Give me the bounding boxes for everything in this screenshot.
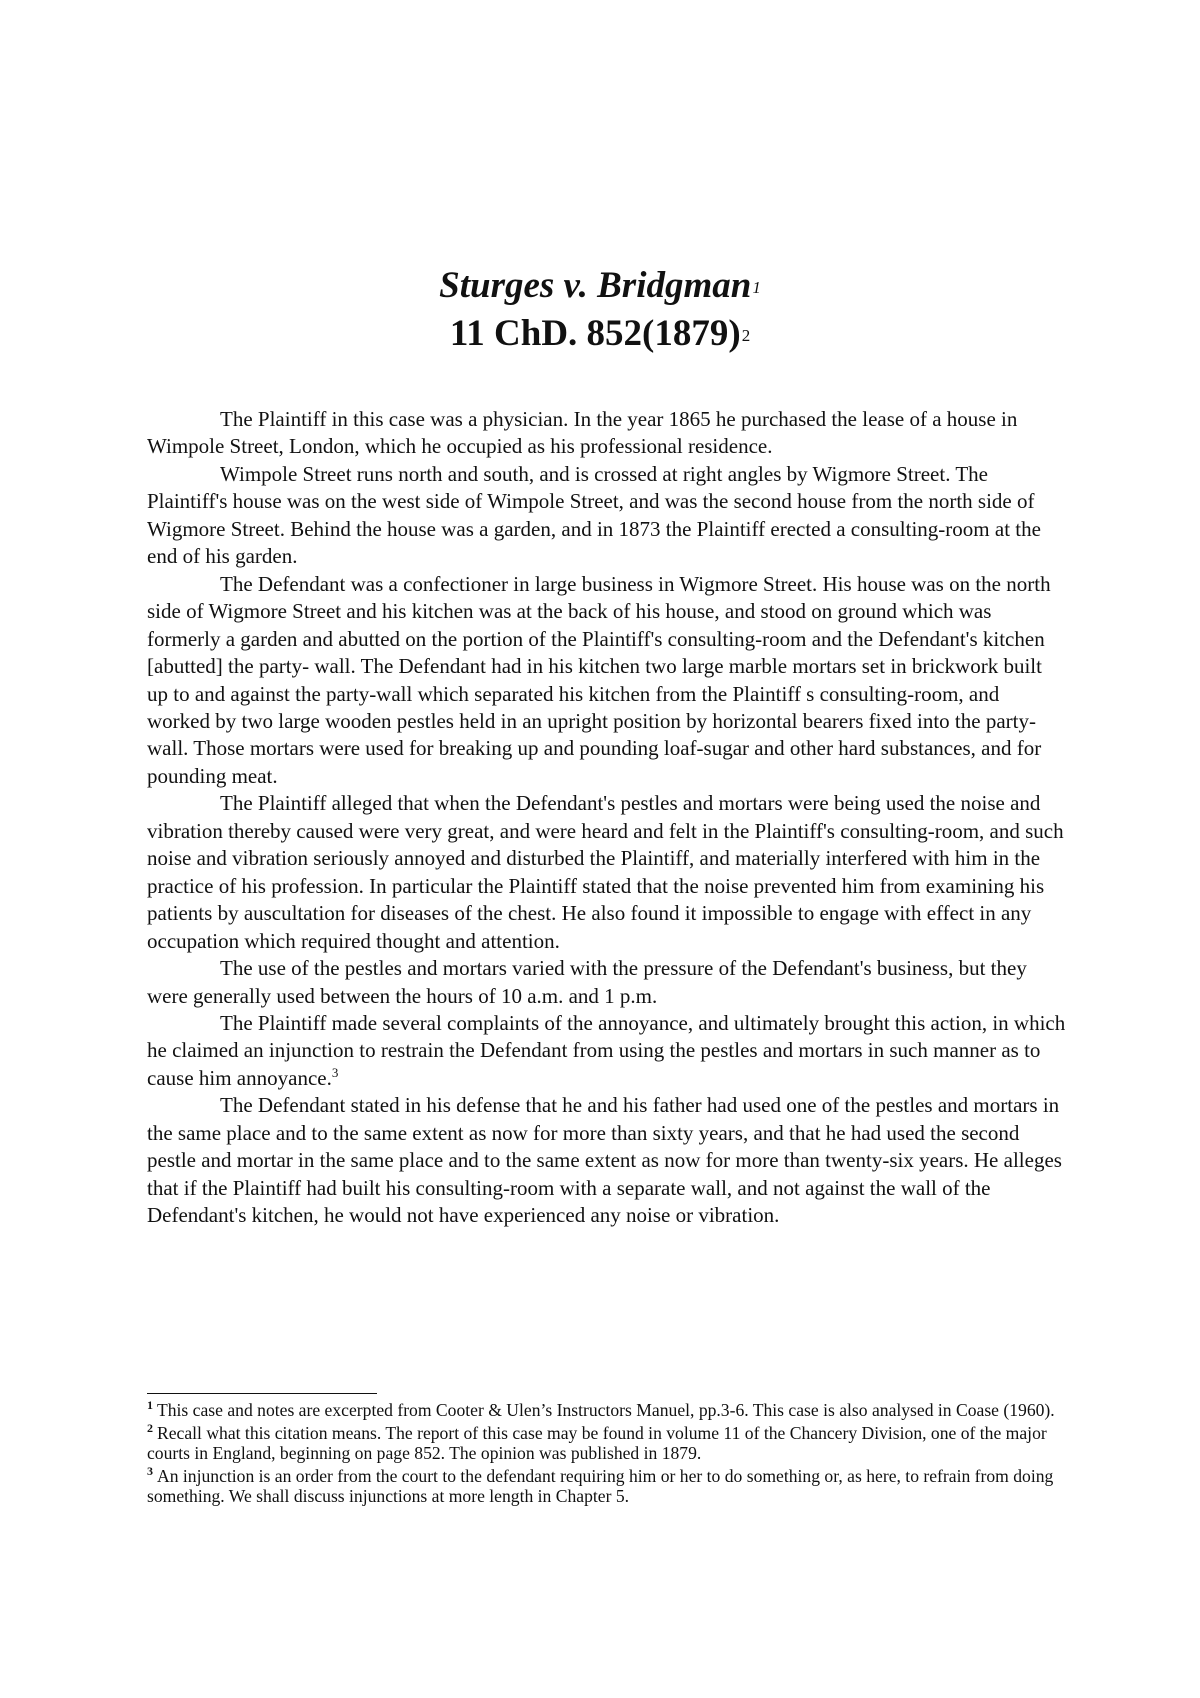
footnote-1 [147,1400,1067,1421]
paragraph [147,406,1067,461]
footnote-text: Recall what this citation means. The report of this case may be found in volume 11 of the Chancery Division, one of the major courts in England, beginning on page 852. The opinion was published in 1879. [147,1422,1047,1463]
paragraph [147,571,1067,791]
footnote-ref-2[interactable]: 2 [741,326,751,345]
title-block [0,262,1200,358]
body-text [147,406,1067,1230]
footnote-text: This case and notes are excerpted from Cooter & Ulen’s Instructors Manuel, pp.3-6. This case is also analysed in Coase (1960). [157,1400,1055,1420]
footnote-3 [147,1463,1067,1507]
footnote-text: An injunction is an order from the court to the defendant requiring him or her to do something or, as here, to refrain from doing something. We shall discuss injunctions at more length in Chapter 5. [147,1465,1054,1506]
footnote-mark: 3 [147,1463,153,1478]
footnote-ref-3[interactable]: 3 [331,1064,339,1080]
footnote-ref-1[interactable]: 1 [752,278,761,297]
paragraph-text: The Defendant was a confectioner in large business in Wigmore Street. His house was on the north side of Wigmore Street and his kitchen was at the back of his house, and stood on ground which was formerly a garden and abutted on the portion of the Plaintiff's consulting-room and the Defendant's kitchen [abutted] the party- wall. The Defendant had in his kitchen two large marble mortars set in brickwork built up to and against the party-wall which separated his kitchen from the Plaintiff s consulting-room, and worked by two large wooden pestles held in an upright position by horizontal bearers fixed into the party-wall. Those mortars were used for breaking up and pounding loaf-sugar and other hard substances, and for pounding meat. [147,571,1051,788]
paragraph [147,461,1067,571]
paragraph [147,1092,1067,1229]
citation: 11 ChD. 852(1879) [449,313,741,354]
paragraph-text: Wimpole Street runs north and south, and is crossed at right angles by Wigmore Street. The Plaintiff's house was on the west side of Wimpole Street, and was the second house from the north side of Wigmore Street. Behind the house was a garden, and in 1873 the Plaintiff erected a consulting-room at the end of his garden. [147,461,1041,569]
paragraph-text: The use of the pestles and mortars varied with the pressure of the Defendant's business, but they were generally used between the hours of 10 a.m. and 1 p.m. [147,956,1027,1008]
footnote-mark: 2 [147,1420,153,1435]
paragraph [147,1010,1067,1092]
paragraph-text: The Plaintiff alleged that when the Defendant's pestles and mortars were being used the noise and vibration thereby caused were very great, and were heard and felt in the Plaintiff's consulting-room, and such noise and vibration seriously annoyed and disturbed the Plaintiff, and materially interfered with him in the practice of his profession. In particular the Plaintiff stated that the noise prevented him from examining his patients by auscultation for diseases of the chest. He also found it impossible to engage with effect in any occupation which required thought and attention. [147,791,1064,953]
case-name-heading [0,262,1200,310]
footnote-separator [147,1393,377,1394]
paragraph [147,790,1067,955]
case-name: Sturges v. Bridgman [439,265,752,306]
paragraph-text: The Plaintiff made several complaints of the annoyance, and ultimately brought this action, in which he claimed an injunction to restrain the Defendant from using the pestles and mortars in such manner as to cause him annoyance. [147,1010,1066,1090]
footnotes [147,1400,1067,1509]
citation-heading [0,310,1200,358]
paragraph-text: The Plaintiff in this case was a physician. In the year 1865 he purchased the lease of a house in Wimpole Street, London, which he occupied as his professional residence. [147,407,1018,459]
paragraph-text: The Defendant stated in his defense that he and his father had used one of the pestles and mortars in the same place and to the same extent as now for more than sixty years, and that he had used the second pestle and mortar in the same place and to the same extent as now for more than twenty-six years. He alleges that if the Plaintiff had built his consulting-room with a separate wall, and not against the wall of the Defendant's kitchen, he would not have experienced any noise or vibration. [147,1093,1062,1228]
paragraph [147,955,1067,1010]
footnote-2 [147,1420,1067,1464]
footnote-mark: 1 [147,1398,153,1413]
